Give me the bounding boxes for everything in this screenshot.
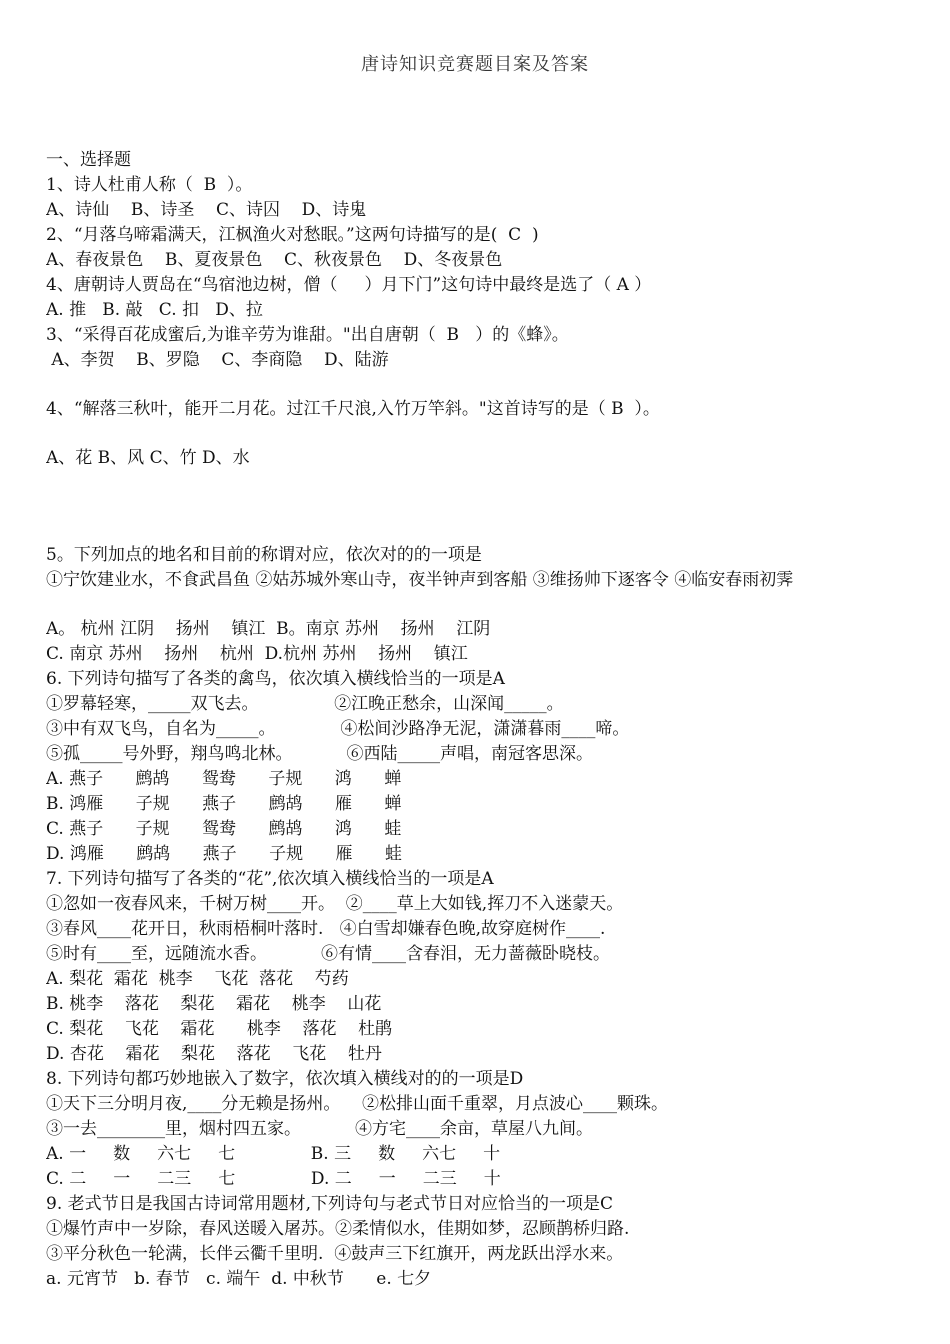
question-6-items-1: ①罗幕轻寒，_____双飞去。 ②江晚正愁余，山深闻_____。 [46,694,564,714]
question-5: 5。下列加点的地名和目前的称谓对应，依次对的的一项是 [46,545,482,565]
question-7-items-1: ①忽如一夜春风来，千树万树____开。 ②____草上大如钱,挥刀不入迷蒙天。 [46,894,624,914]
document-body [46,148,916,1292]
question-8: 8. 下列诗句都巧妙地嵌入了数字，依次填入横线对的的一项是D [46,1069,524,1089]
question-6: 6. 下列诗句描写了各类的禽鸟，依次填入横线恰当的一项是A [46,669,505,689]
question-6-items-3: ⑤孤_____号外野，翔鸟鸣北林。 ⑥西陆_____声唱，南冠客思深。 [46,744,594,764]
question-8-options-ab: A. 一 数 六七 七 B. 三 数 六七 十 [46,1144,501,1164]
question-2-options: A、春夜景色 B、夏夜景色 C、秋夜景色 D、冬夜景色 [46,250,503,270]
question-7-items-2: ③春风____花开日，秋雨梧桐叶落时. ④白雪却嫌春色晚,故穿庭树作____. [46,919,606,939]
question-9-items-1: ①爆竹声中一岁除，春风送暖入屠苏。②柔情似水，佳期如梦，忍顾鹊桥归路. [46,1219,630,1239]
question-7: 7. 下列诗句描写了各类的“花”,依次填入横线恰当的一项是A [46,869,494,889]
question-4b: 4、“解落三秋叶，能开二月花。过江千尺浪,入竹万竿斜。"这首诗写的是（ B ）。 [46,399,660,419]
question-7-option-b: B. 桃李 落花 梨花 霜花 桃李 山花 [46,994,382,1014]
question-2: 2、“月落乌啼霜满天，江枫渔火对愁眠。”这两句诗描写的是( C ) [46,225,539,245]
question-3: 3、“采得百花成蜜后,为谁辛劳为谁甜。"出自唐朝（ B ）的《蜂》。 [46,325,569,345]
question-6-option-c: C. 燕子 子规 鸳鸯 鹧鸪 鸿 蛙 [46,819,402,839]
question-6-option-d: D. 鸿雁 鹧鸪 燕子 子规 雁 蛙 [46,844,402,864]
question-6-items-2: ③中有双飞鸟，自名为_____。 ④松间沙路净无泥，潇潇暮雨____啼。 [46,719,630,739]
question-4b-options: A、花 B、风 C、竹 D、水 [46,448,250,468]
question-8-options-cd: C. 二 一 二三 七 D. 二 一 二三 十 [46,1169,501,1189]
question-5-options-cd: C. 南京 苏州 扬州 杭州 D.杭州 苏州 扬州 镇江 [46,644,468,664]
question-5-options-ab: A。 杭州 江阴 扬州 镇江 B。南京 苏州 扬州 江阴 [46,619,491,639]
question-4a: 4、唐朝诗人贾岛在“鸟宿池边树，僧（ ）月下门”这句诗中最终是选了（ A ） [46,275,652,295]
section-heading: 一、选择题 [46,150,131,170]
question-7-option-c: C. 梨花 飞花 霜花 桃李 落花 杜鹃 [46,1019,393,1039]
question-4a-options: A. 推 B. 敲 C. 扣 D、拉 [46,300,263,320]
question-9-options: a. 元宵节 b. 春节 c. 端午 d. 中秋节 e. 七夕 [46,1269,432,1289]
question-9: 9. 老式节日是我国古诗词常用题材,下列诗句与老式节日对应恰当的一项是C [46,1194,614,1214]
question-7-option-a: A. 梨花 霜花 桃李 飞花 落花 芍药 [46,969,349,989]
question-6-option-b: B. 鸿雁 子规 燕子 鹧鸪 雁 蝉 [46,794,402,814]
question-7-option-d: D. 杏花 霜花 梨花 落花 飞花 牡丹 [46,1044,382,1064]
question-8-items-2: ③一去________里，烟村四五家。 ④方宅____余亩，草屋八九间。 [46,1119,594,1139]
question-5-items: ①宁饮建业水，不食武昌鱼 ②姑苏城外寒山寺，夜半钟声到客船 ③维扬帅下逐客令 ④临安春雨初霁 [46,570,794,590]
question-9-items-2: ③平分秋色一轮满，长伴云衢千里明. ④鼓声三下红旗开，两龙跃出浮水来。 [46,1244,624,1264]
question-8-items-1: ①天下三分明月夜,____分无赖是扬州。 ②松排山面千重翠，月点波心____颗珠。 [46,1094,669,1114]
question-3-options: A、李贺 B、罗隐 C、李商隐 D、陆游 [46,350,389,370]
document-title: 唐诗知识竞赛题目案及答案 [361,54,589,75]
question-1: 1、诗人杜甫人称（ B ）。 [46,175,253,195]
question-7-items-3: ⑤时有____至，远随流水香。 ⑥有情____含春泪，无力蔷薇卧晓枝。 [46,944,611,964]
question-6-option-a: A. 燕子 鹧鸪 鸳鸯 子规 鸿 蝉 [46,769,402,789]
question-1-options: A、诗仙 B、诗圣 C、诗囚 D、诗鬼 [46,200,367,220]
